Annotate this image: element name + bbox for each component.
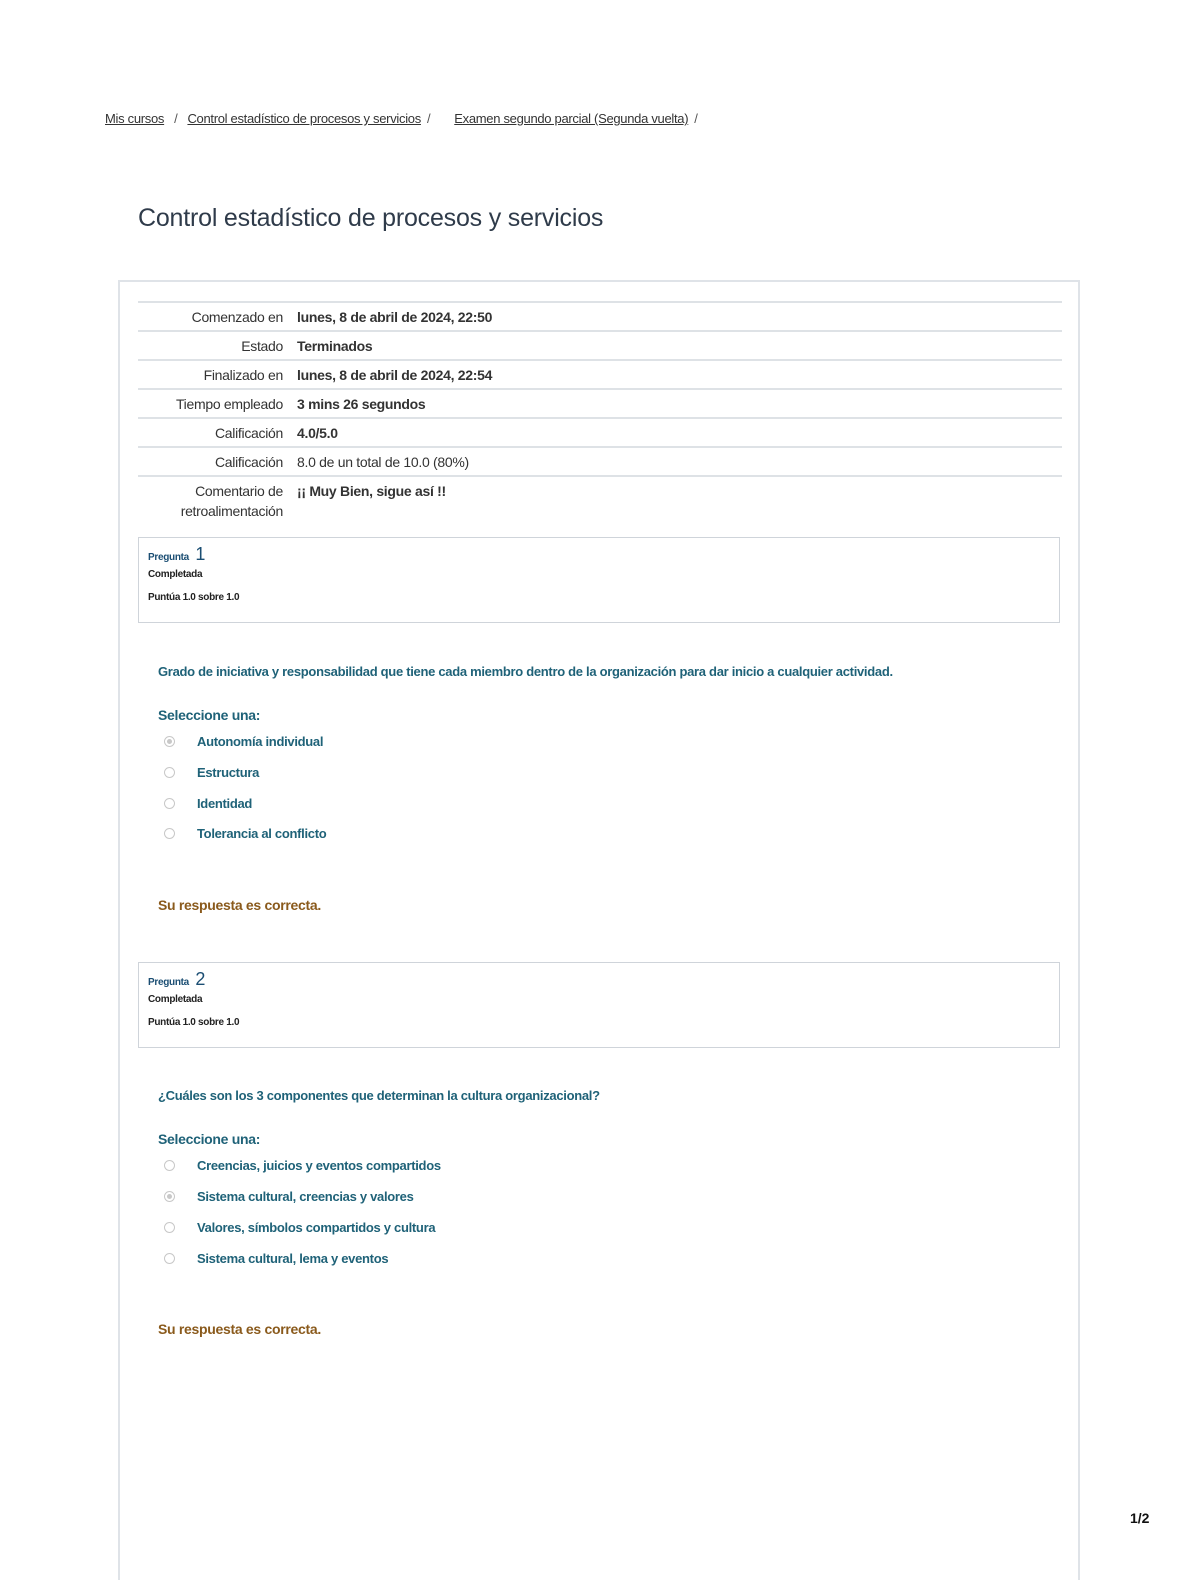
breadcrumb xyxy=(105,111,704,126)
summary-row-marks xyxy=(138,418,1062,447)
breadcrumb-exam[interactable]: Examen segundo parcial (Segunda vuelta) xyxy=(454,111,689,126)
question-number: 2 xyxy=(195,969,206,989)
answer-option[interactable] xyxy=(164,1220,435,1235)
summary-value: 3 mins 26 segundos xyxy=(297,396,426,412)
summary-label: Calificación xyxy=(215,425,283,441)
radio-icon[interactable] xyxy=(164,1222,175,1233)
summary-row-feedback xyxy=(138,476,1062,524)
summary-row-state xyxy=(138,331,1062,360)
answer-prompt: Seleccione una: xyxy=(158,707,261,723)
summary-row-time-taken xyxy=(138,389,1062,418)
answer-option-label: Sistema cultural, lema y eventos xyxy=(197,1251,389,1266)
question-label: Pregunta xyxy=(148,552,189,563)
answer-feedback: Su respuesta es correcta. xyxy=(158,897,321,913)
radio-icon[interactable] xyxy=(164,828,175,839)
question-grade: Puntúa 1.0 sobre 1.0 xyxy=(148,592,240,603)
summary-value: 4.0/5.0 xyxy=(297,425,338,441)
summary-label: Comenzado en xyxy=(191,309,283,325)
radio-selected-icon[interactable] xyxy=(164,736,175,747)
question-state: Completada xyxy=(148,569,203,580)
answer-option[interactable] xyxy=(164,1158,441,1173)
answer-option-label: Valores, símbolos compartidos y cultura xyxy=(197,1220,436,1235)
answer-option[interactable] xyxy=(164,826,326,841)
breadcrumb-separator: / xyxy=(694,111,698,126)
question-state: Completada xyxy=(148,994,203,1005)
summary-value: ¡¡ Muy Bien, sigue así !! xyxy=(297,483,446,499)
breadcrumb-separator: / xyxy=(426,111,431,126)
question-info-box xyxy=(138,962,1060,1048)
answer-option-label: Estructura xyxy=(197,765,260,780)
summary-value: lunes, 8 de abril de 2024, 22:50 xyxy=(297,309,493,325)
answer-option-label: Identidad xyxy=(197,796,253,811)
attempt-summary-table xyxy=(138,301,1062,524)
summary-label: Comentario de retroalimentación xyxy=(180,483,283,519)
answer-option[interactable] xyxy=(164,796,252,811)
answer-option[interactable] xyxy=(164,1251,388,1266)
summary-value: Terminados xyxy=(297,338,373,354)
answer-option-label: Creencias, juicios y eventos compartidos xyxy=(197,1158,441,1173)
page-number: 1/2 xyxy=(1130,1510,1150,1526)
answer-option-label: Tolerancia al conflicto xyxy=(197,826,327,841)
radio-icon[interactable] xyxy=(164,798,175,809)
answer-option[interactable] xyxy=(164,734,323,749)
question-info-box xyxy=(138,537,1060,623)
summary-label: Estado xyxy=(241,338,283,354)
summary-label: Calificación xyxy=(215,454,283,470)
answer-option-label: Sistema cultural, creencias y valores xyxy=(197,1189,414,1204)
question-label: Pregunta xyxy=(148,977,189,988)
breadcrumb-course[interactable]: Control estadístico de procesos y servicios xyxy=(187,111,421,126)
breadcrumb-my-courses[interactable]: Mis cursos xyxy=(105,111,165,126)
summary-row-started xyxy=(138,302,1062,331)
radio-selected-icon[interactable] xyxy=(164,1191,175,1202)
radio-icon[interactable] xyxy=(164,1253,175,1264)
answer-feedback: Su respuesta es correcta. xyxy=(158,1321,321,1337)
answer-prompt: Seleccione una: xyxy=(158,1131,261,1147)
answer-option[interactable] xyxy=(164,1189,414,1204)
page-title: Control estadístico de procesos y servicios xyxy=(138,204,604,232)
summary-value: 8.0 de un total de 10.0 (80%) xyxy=(297,454,469,470)
question-text: Grado de iniciativa y responsabilidad que tiene cada miembro dentro de la organización para dar inicio a cualquier actividad. xyxy=(158,664,893,679)
summary-row-grade xyxy=(138,447,1062,476)
summary-row-finished xyxy=(138,360,1062,389)
radio-icon[interactable] xyxy=(164,1160,175,1171)
breadcrumb-separator: / xyxy=(174,111,178,126)
question-grade: Puntúa 1.0 sobre 1.0 xyxy=(148,1017,240,1028)
question-text: ¿Cuáles son los 3 componentes que determinan la cultura organizacional? xyxy=(158,1088,600,1103)
summary-value: lunes, 8 de abril de 2024, 22:54 xyxy=(297,367,493,383)
summary-label: Tiempo empleado xyxy=(175,396,283,412)
answer-option[interactable] xyxy=(164,765,259,780)
answer-option-label: Autonomía individual xyxy=(197,734,324,749)
radio-icon[interactable] xyxy=(164,767,175,778)
question-number: 1 xyxy=(195,544,206,564)
summary-label: Finalizado en xyxy=(203,367,283,383)
